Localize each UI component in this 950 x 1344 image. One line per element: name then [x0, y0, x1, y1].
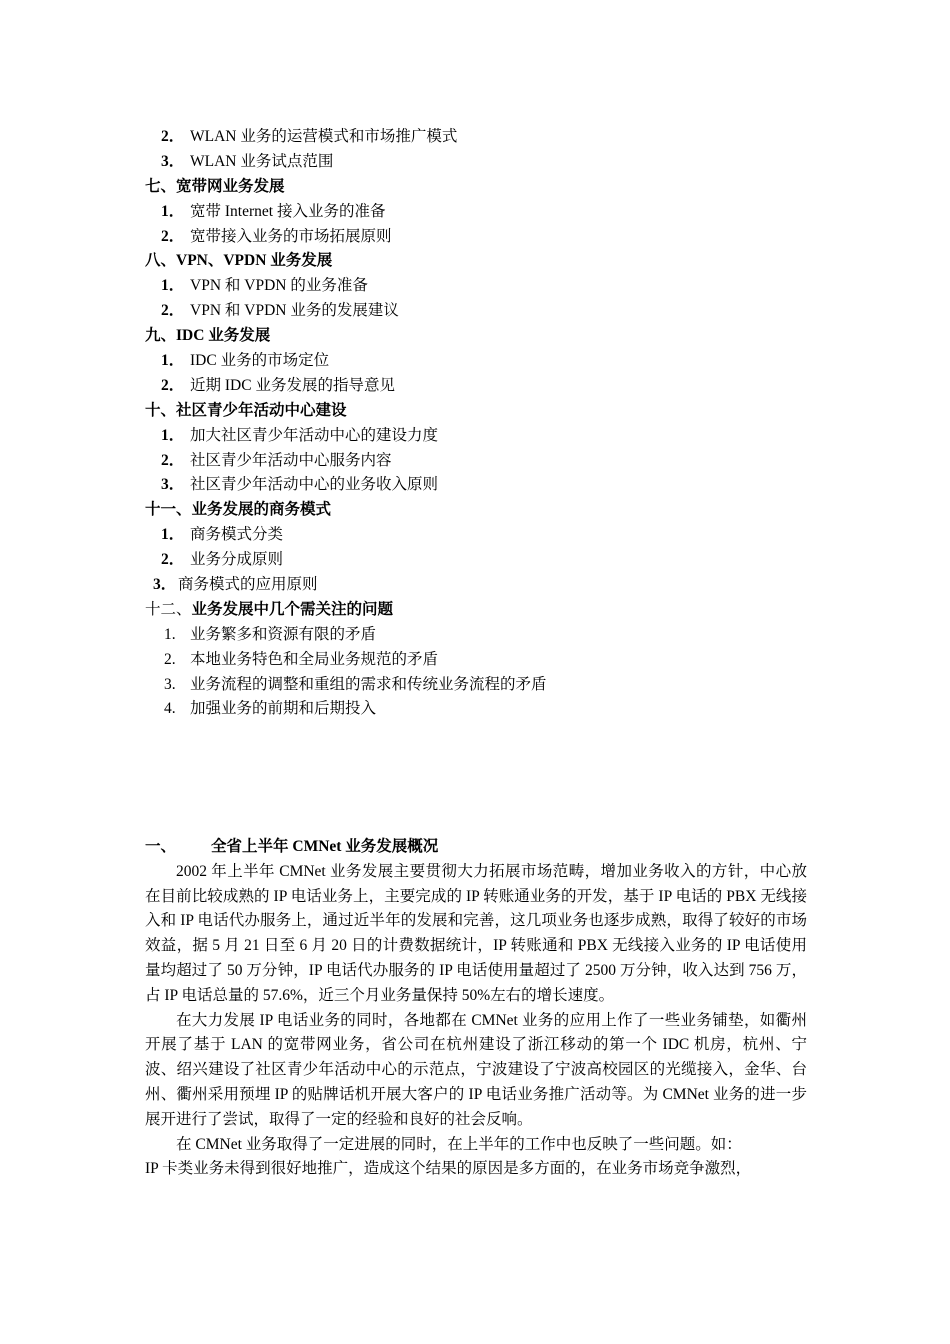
toc-item	[145, 150, 845, 175]
toc-item-number: 2．	[161, 302, 185, 320]
toc-item-number: 2．	[161, 551, 185, 569]
table-of-contents	[145, 125, 845, 722]
toc-item-number: 3．	[161, 152, 185, 170]
toc-item-text: 社区青少年活动中心的业务收入原则	[190, 476, 439, 494]
toc-item	[145, 623, 845, 648]
toc-item-text: 社区青少年活动中心服务内容	[190, 451, 392, 469]
toc-item	[145, 274, 845, 299]
paragraph: 在 CMNet 业务取得了一定进展的同时，在上半年的工作中也反映了一些问题。如：	[176, 1135, 742, 1153]
toc-item-text: 业务流程的调整和重组的需求和传统业务流程的矛盾	[190, 675, 547, 693]
toc-heading	[145, 598, 845, 623]
toc-item	[145, 473, 845, 498]
toc-item-number: 1．	[161, 202, 185, 220]
toc-item	[145, 573, 845, 598]
toc-heading: 七、宽带网业务发展	[145, 177, 285, 195]
toc-item	[145, 424, 845, 449]
toc-item-text: 近期 IDC 业务发展的指导意见	[190, 376, 395, 394]
toc-item-text: 业务繁多和资源有限的矛盾	[190, 625, 377, 643]
toc-item-text: 宽带 Internet 接入业务的准备	[190, 202, 386, 220]
toc-item-text: 加强业务的前期和后期投入	[190, 700, 377, 718]
toc-heading: 十、社区青少年活动中心建设	[145, 401, 347, 419]
toc-item-text: 本地业务特色和全局业务规范的矛盾	[190, 650, 439, 668]
toc-item-number: 1．	[161, 352, 185, 370]
toc-item-number: 2．	[161, 128, 185, 145]
toc-item-number: 4.	[164, 700, 176, 718]
toc-item	[145, 697, 845, 722]
toc-item-text: 业务分成原则	[190, 551, 284, 569]
toc-item	[145, 374, 845, 399]
toc-item	[145, 225, 845, 250]
toc-item	[145, 449, 845, 474]
toc-item	[145, 349, 845, 374]
paragraph: 在大力发展 IP 电话业务的同时，各地都在 CMNet 业务的应用上作了一些业务铺垫，如衢州开展了基于 LAN 的宽带网业务，省公司在杭州建设了浙江移动的第一个 IDC 机房，杭州、宁波、绍兴建设了社区青少年活动中心的示范点，宁波建设了宁波高校园区的光缆接入，金华、台州、衢州采用预埋 IP 的贴牌话机开展大客户的 IP 电话业务推广活动等。为 CMNet 业务的进一步展开进行了尝试，取得了一定的经验和良好的社会反响。	[145, 1011, 807, 1128]
section-number: 一、	[145, 838, 177, 855]
toc-heading: 九、IDC 业务发展	[145, 327, 271, 345]
toc-heading: 十一、业务发展的商务模式	[145, 501, 332, 519]
toc-item-number: 3．	[153, 576, 177, 594]
toc-item-number: 1．	[161, 426, 185, 444]
toc-item-text: VPN 和 VPDN 业务的发展建议	[190, 302, 399, 320]
toc-item-text: IDC 业务的市场定位	[190, 352, 330, 370]
toc-item	[145, 648, 845, 673]
toc-item-number: 1.	[164, 625, 176, 643]
toc-item-number: 2．	[161, 227, 185, 245]
toc-item-number: 1．	[161, 277, 185, 295]
toc-heading-number: 十二、	[145, 600, 192, 618]
toc-item-number: 2．	[161, 451, 185, 469]
toc-item-text: 商务模式的应用原则	[178, 576, 318, 594]
toc-item	[145, 548, 845, 573]
toc-item-text: WLAN 业务试点范围	[190, 152, 334, 170]
toc-item	[145, 523, 845, 548]
toc-item	[145, 200, 845, 225]
toc-item-number: 2．	[161, 376, 185, 394]
toc-item	[145, 125, 845, 150]
section-body	[145, 835, 807, 1182]
paragraph: 2002 年上半年 CMNet 业务发展主要贯彻大力拓展市场范畴，增加业务收入的方针，中心放在目前比较成熟的 IP 电话业务上，主要完成的 IP 转账通业务的开发，基于 IP 电话的 PBX 无线接入和 IP 电话代办服务上，通过近半年的发展和完善，这几项业务也逐步成熟，取得了较好的市场效益，据 5 月 21 日至 6 月 20 日的计费数据统计，IP 转账通和 PBX 无线接入业务的 IP 电话使用量均超过了 50 万分钟，IP 电话代办服务的 IP 电话使用量超过了 2500 万分钟，收入达到 756 万，占 IP 电话总量的 57.6%，近三个月业务量保持 50%左右的增长速度。	[145, 862, 807, 1004]
paragraph: IP 卡类业务未得到很好地推广，造成这个结果的原因是多方面的，在业务市场竞争激烈，	[145, 1160, 752, 1178]
section-title	[145, 835, 807, 860]
toc-item-number: 3.	[164, 675, 176, 693]
toc-item-text: WLAN 业务的运营模式和市场推广模式	[190, 128, 458, 145]
toc-item-number: 1．	[161, 526, 185, 544]
toc-heading-text: 业务发展中几个需关注的问题	[191, 600, 394, 618]
toc-item-number: 3．	[161, 476, 185, 494]
toc-item-text: 宽带接入业务的市场拓展原则	[190, 227, 392, 245]
toc-heading: 八、VPN、VPDN 业务发展	[145, 252, 333, 270]
toc-item-number: 2.	[164, 650, 176, 668]
toc-item-text: 加大社区青少年活动中心的建设力度	[190, 426, 439, 444]
section-title-text: 全省上半年 CMNet 业务发展概况	[211, 838, 439, 855]
toc-item	[145, 299, 845, 324]
toc-item	[145, 673, 845, 698]
toc-item-text: 商务模式分类	[190, 526, 284, 544]
toc-item-text: VPN 和 VPDN 的业务准备	[190, 277, 368, 295]
